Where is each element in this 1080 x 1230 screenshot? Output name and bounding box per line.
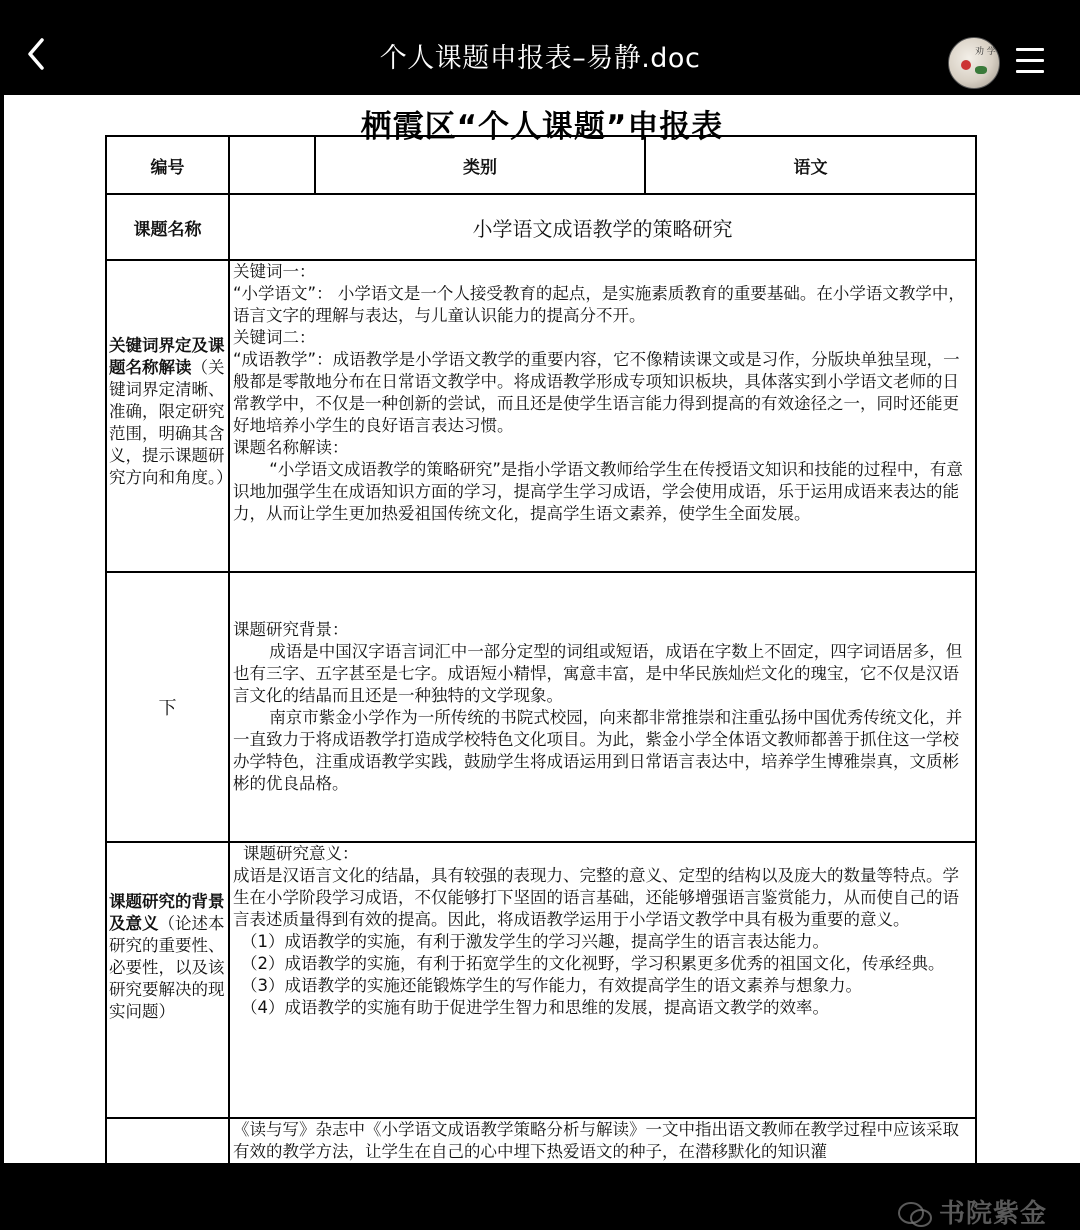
table-row-keywords (106, 260, 976, 572)
paragraph: “小学语文成语教学的策略研究”是指小学语文教师给学生在传授语文知识和技能的过程中，有意识地加强学生在成语知识方面的学习，提高学生学习成语，学会使用成语，乐于运用成语来表达的能力，从而让学生更加热爱祖国传统文化，提高学生语文素养，使学生全面发展。 (233, 460, 963, 523)
literature-label-cell (106, 1118, 229, 1180)
keywords-label: 关键词界定及课题名称解读 (109, 336, 225, 377)
paragraph: 南京市紫金小学作为一所传统的书院式校园，向来都非常推崇和注重弘扬中国优秀传统文化，并一直致力于将成语教学打造成学校特色文化项目。为此，紫金小学全体语文教师都善于抓住这一学校办学特色，注重成语教学实践，鼓励学生将成语运用到日常语言表达中，培养学生博雅崇真，文质彬彬的优良品格。 (233, 708, 963, 793)
significance-label-note: （论述本研究的重要性、必要性，以及该研究要解决的现实问题） (109, 914, 225, 1021)
paragraph: 课题研究背景： (233, 620, 349, 639)
paragraph: 关键词二： (233, 328, 316, 347)
paragraph: 课题研究意义： (243, 844, 359, 863)
table-row-background (106, 572, 976, 842)
paragraph: （4）成语教学的实施有助于促进学生智力和思维的发展，提高语文教学的效率。 (241, 998, 829, 1017)
table-row-topic (106, 194, 976, 260)
document-filename: 个人课题申报表–易静.doc (379, 43, 701, 74)
watermark-text: 书院紫金 (939, 1199, 1048, 1229)
background-label: 下 (106, 572, 229, 842)
application-form-table (105, 135, 977, 1181)
topic-label: 课题名称 (106, 194, 229, 260)
page-title: 栖霞区“个人课题”申报表 (360, 109, 724, 145)
category-value: 语文 (645, 136, 976, 194)
keywords-label-cell (106, 260, 233, 572)
paragraph: 关键词一： (233, 262, 316, 281)
table-row-number (106, 136, 976, 194)
table-row-literature (106, 1118, 976, 1180)
category-label: 类别 (315, 136, 645, 194)
paragraph: “小学语文”： 小学语文是一个人接受教育的起点，是实施素质教育的重要基础。在小学语文教学中，语言文字的理解与表达，与儿童认识能力的提高分不开。 (233, 284, 965, 325)
paragraph: 成语是汉语言文化的结晶，具有较强的表现力、完整的意义、定型的结构以及庞大的数量等特点。学生在小学阶段学习成语，不仅能够打下坚固的语言基础，还能够增强语言鉴赏能力，从而使自己的语言表述质量得到有效的提高。因此，将成语教学运用于小学语文教学中具有极为重要的意义。 (233, 866, 959, 929)
menu-icon[interactable] (1016, 48, 1044, 74)
table-row-significance (106, 842, 976, 1118)
top-bar (0, 0, 1080, 95)
document-page (4, 95, 1080, 1229)
watermark (897, 1193, 1047, 1230)
paragraph: （1）成语教学的实施，有利于激发学生的学习兴趣，提高学生的语言表达能力。 (241, 932, 829, 951)
paragraph: “成语教学”：成语教学是小学语文教学的重要内容，它不像精读课文或是习作，分版块单独呈现，一般都是零散地分布在日常语文教学中。将成语教学形成专项知识板块，具体落实到小学语文老师的日常教学中，不仅是一种创新的尝试，而且还是使学生语言能力得到提高的有效途径之一，同时还能更好地培养小学生的良好语言表达习惯。 (233, 350, 960, 435)
paragraph: 课题名称解读： (233, 438, 349, 457)
paragraph: 成语是中国汉字语言词汇中一部分定型的词组或短语，成语在字数上不固定，四字词语居多，但也有三字、五字甚至是七字。成语短小精悍，寓意丰富，是中华民族灿烂文化的瑰宝，它不仅是汉语言文化的结晶而且还是一种独特的文学现象。 (233, 642, 963, 705)
paragraph: （2）成语教学的实施，有利于拓宽学生的文化视野，学习积累更多优秀的祖国文化，传承经典。 (241, 954, 945, 973)
back-arrow-icon[interactable] (22, 34, 52, 74)
avatar[interactable]: 劝 学 (948, 37, 1000, 89)
significance-content (229, 842, 976, 1118)
significance-label-cell (106, 842, 229, 1118)
background-content (229, 572, 976, 842)
number-value[interactable] (229, 136, 315, 194)
paragraph: （3）成语教学的实施还能锻炼学生的写作能力，有效提高学生的语文素养与想象力。 (241, 976, 862, 995)
topic-value: 小学语文成语教学的策略研究 (229, 194, 976, 260)
literature-content: 《读与写》杂志中《小学语文成语教学策略分析与解读》一文中指出语文教师在教学过程中应该采取有效的教学方法，让学生在自己的心中埋下热爱语文的种子，在潜移默化的知识灌 (229, 1118, 976, 1180)
keywords-content (229, 260, 976, 572)
keywords-label-note: （关键词界定清晰、准确，限定研究范围，明确其含义，提示课题研究方向和角度。） (109, 358, 233, 487)
wechat-icon (897, 1201, 933, 1229)
significance-label: 课题研究的背景及意义 (109, 892, 225, 933)
number-label: 编号 (106, 136, 229, 194)
